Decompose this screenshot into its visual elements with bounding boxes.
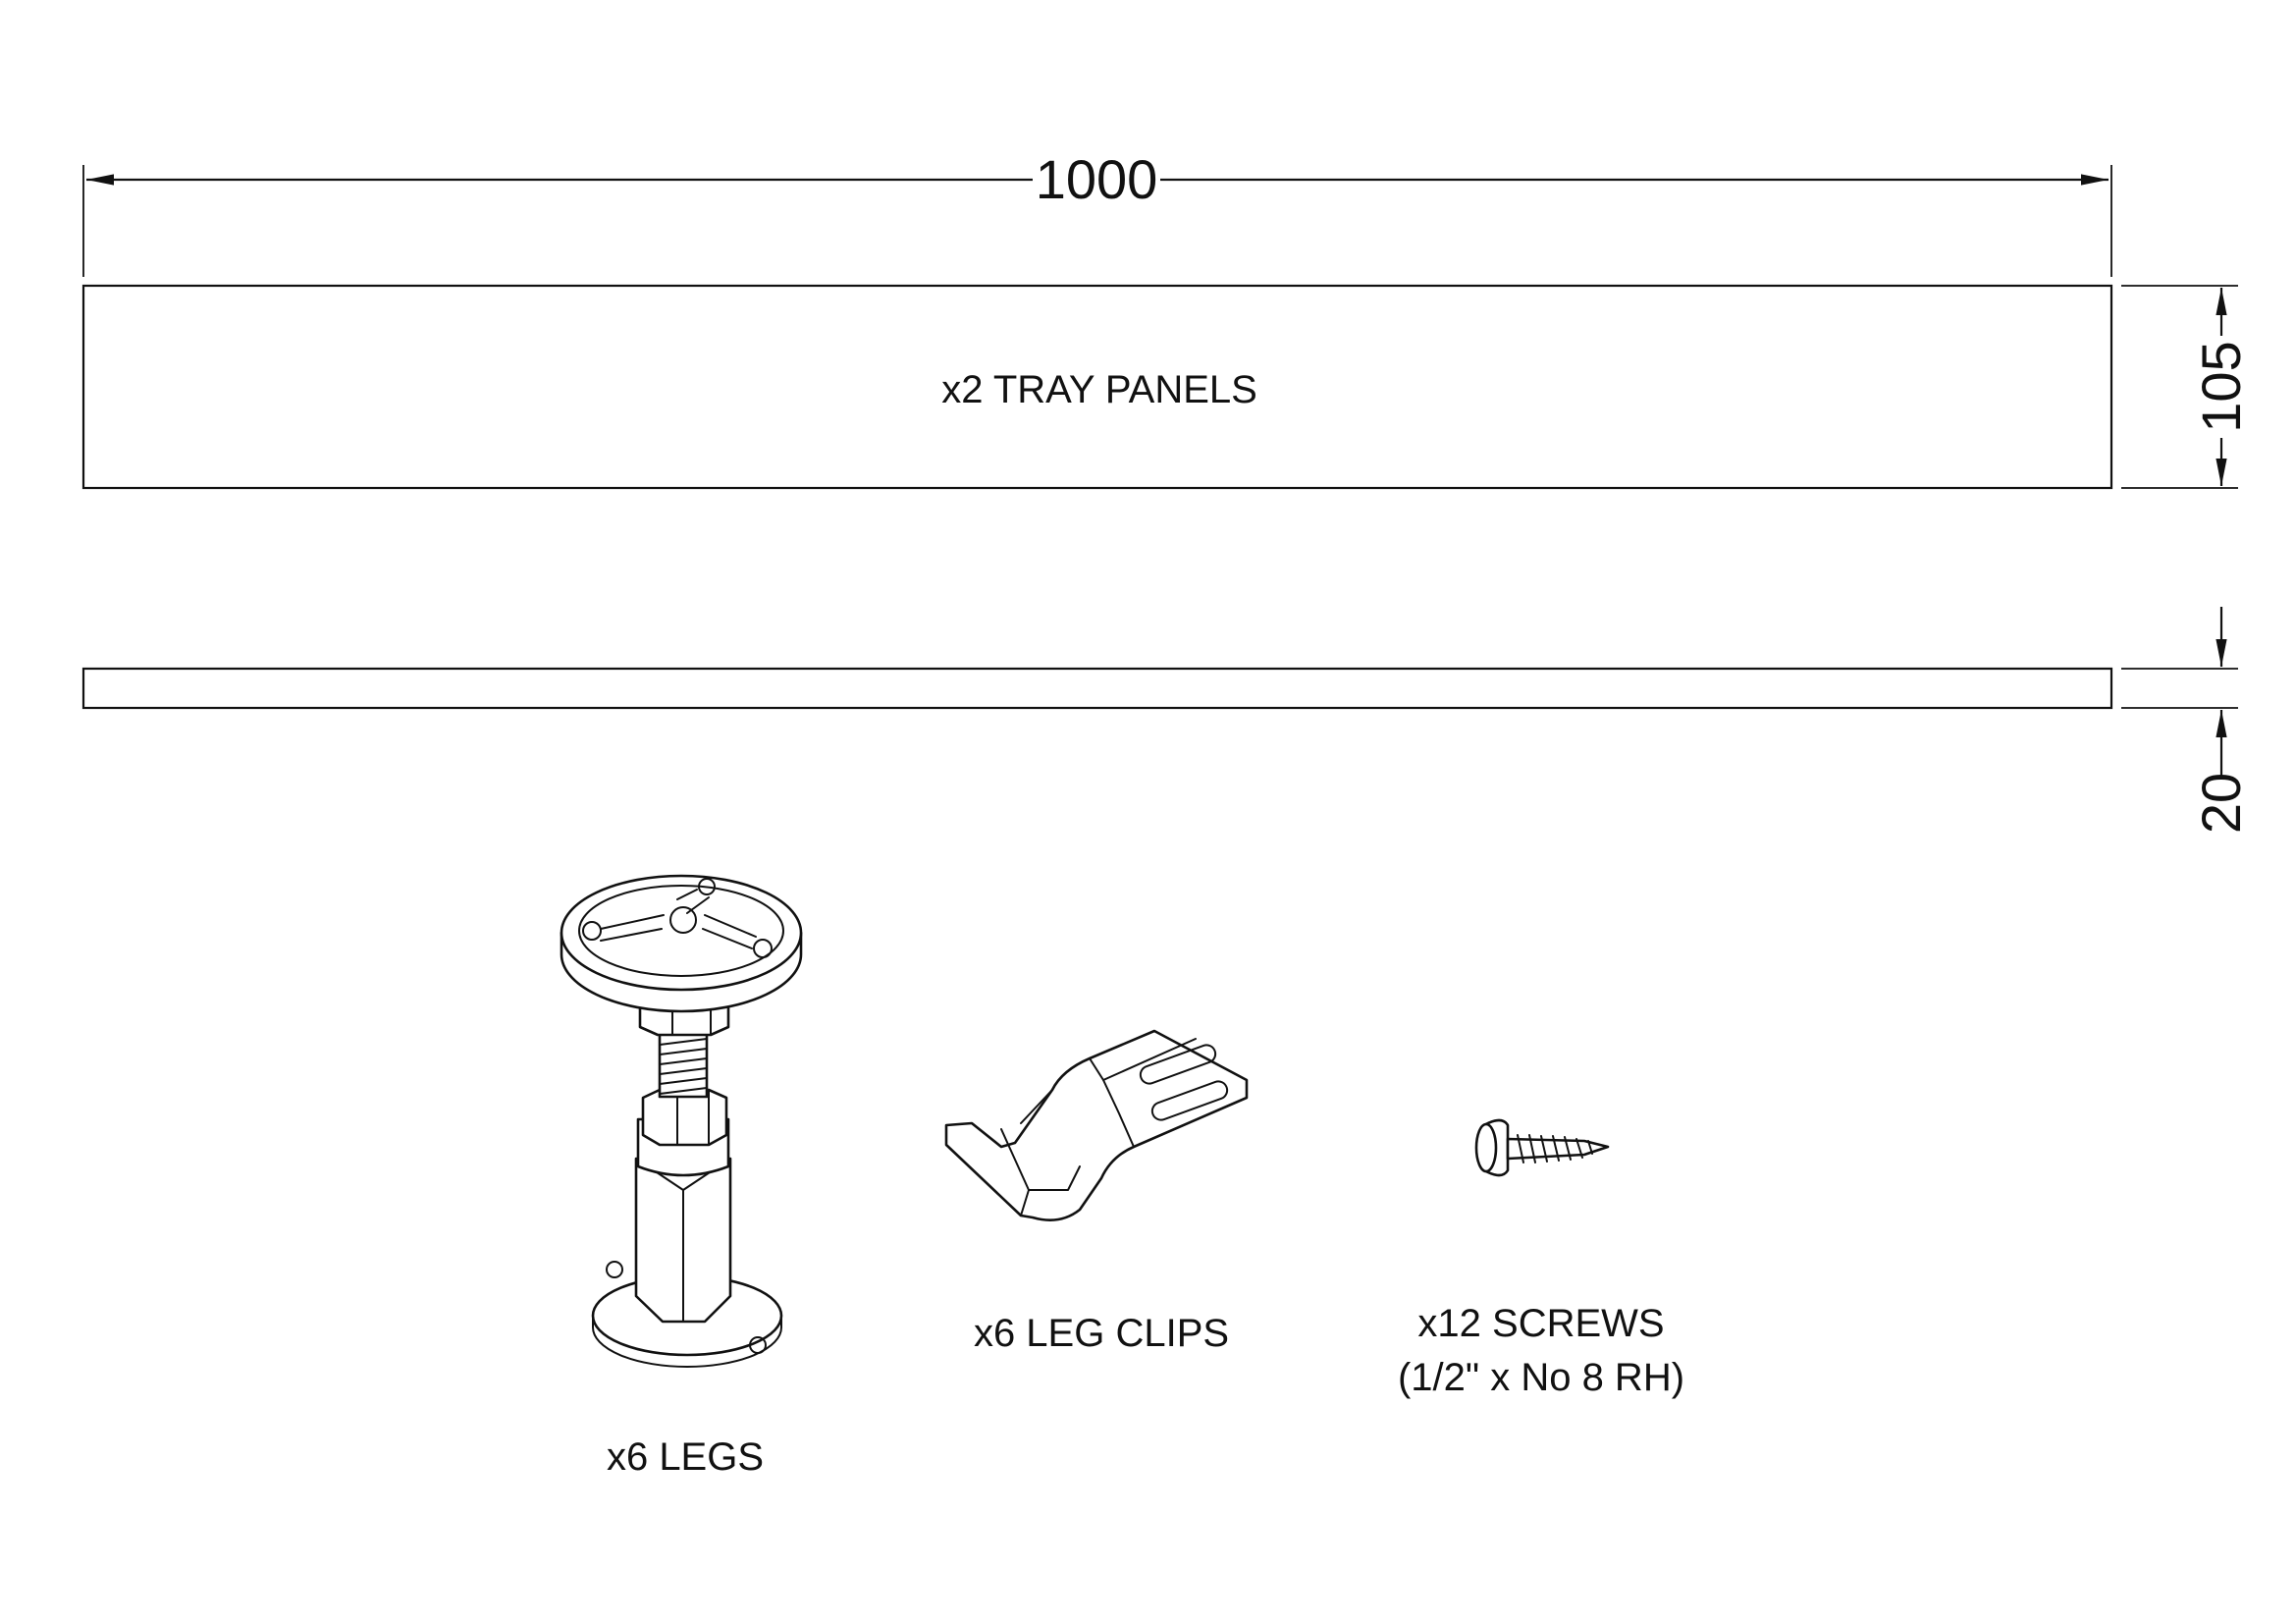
thickness-dimension-value: 20 [2190, 772, 2252, 835]
tray-panel-side-view [83, 669, 2111, 708]
screws-spec-label: (1/2" x No 8 RH) [1397, 1356, 1685, 1399]
screws-label: x12 SCREWS [1417, 1302, 1665, 1345]
width-dimension [83, 148, 2111, 277]
leg-clips-label: x6 LEG CLIPS [973, 1312, 1230, 1355]
height-dimension [2121, 286, 2252, 488]
leg-clip-illustration [946, 1031, 1247, 1220]
leg-illustration [561, 876, 801, 1367]
width-dimension-value: 1000 [1035, 148, 1158, 210]
thickness-dimension [2121, 607, 2252, 834]
screw-illustration [1476, 1120, 1608, 1175]
tray-panel-top-view [83, 286, 2111, 488]
tray-panels-label: x2 TRAY PANELS [941, 368, 1257, 411]
legs-label: x6 LEGS [606, 1435, 765, 1479]
height-dimension-value: 105 [2190, 341, 2252, 433]
